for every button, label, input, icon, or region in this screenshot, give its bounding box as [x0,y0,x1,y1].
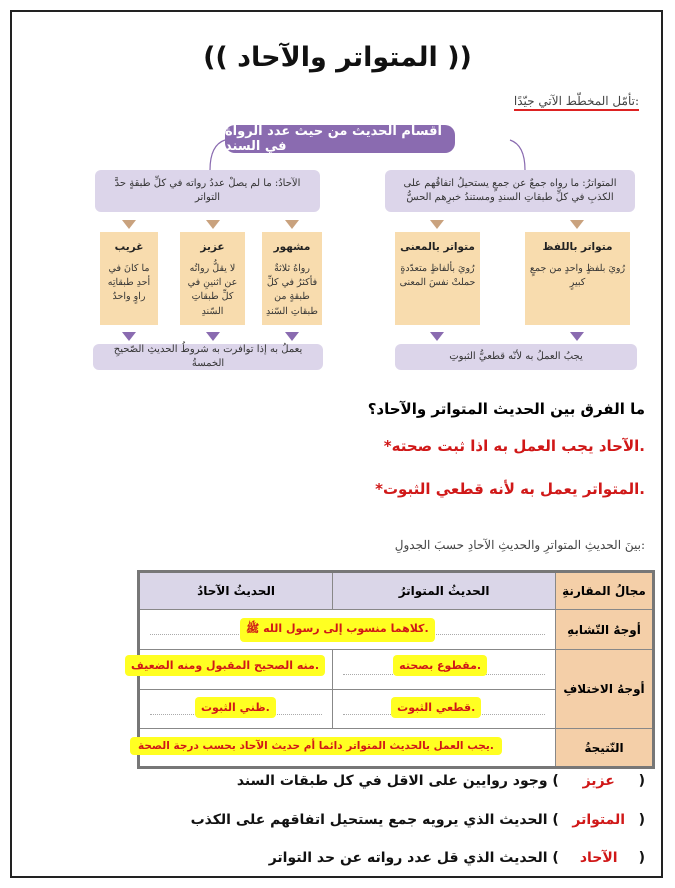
type-gharib: غريب ما كانَ في أحدِ طبقاتِه راوٍ واحدٌ [100,232,158,325]
diff-ahad-1-cell[interactable] [131,650,333,690]
matching-item-3: ( الآحاد ) الحديث الذي قل عدد رواته عن حد التواتر [268,850,645,866]
answer-2: *المتواتر يعمل به لأنه قطعي الثبوت. [375,480,645,498]
matching-answer[interactable]: عزيز [582,773,615,789]
matching-item-2: ( المتواتر ) الحديث الذي يرويه جمع يستحيل اتفاقهم على الكذب [190,812,645,828]
diff-mutawatir-1-cell[interactable] [333,650,556,690]
similarity-cell[interactable] [139,610,556,650]
diff-mutawatir-2-cell[interactable] [333,690,556,729]
diff-ahad-2: ظني الثبوت. [195,697,276,718]
mutawatir-result: يجبُ العملُ به لأنّه قطعيُّ الثبوتِ [395,344,637,370]
table-instruction: بينَ الحديثِ المتواترِ والحديثِ الآحادِ حسبَ الجدولِ: [394,538,645,552]
similarity-answer: كلاهما منسوب إلى رسول الله ﷺ. [240,618,435,642]
diagram-header: اقسام الحديث من حيث عدد الرواة في السند [225,125,455,153]
result-cell[interactable] [139,729,556,768]
type-aziz: عزيز لا يقلُّ رواتُه عن اثنينِ في كلِّ طبقاتِ السّندِ [180,232,245,325]
header-ahad: الحديثُ الآحادُ [139,572,333,610]
type-mutawatir-meaning: متواتر بالمعنى رُويَ بألفاظٍ متعدّدةٍ حملتْ نفسَ المعنى [395,232,480,325]
matching-answer[interactable]: المتواتر [572,812,626,828]
similarity-label: أوجهُ التّشابهِ [556,610,654,650]
diff-mutawatir-1: مقطوع بصحته. [393,655,487,676]
page-title: (( المتواتر والآحاد )) [203,42,472,73]
ahad-result: يعملُ به إذا توافرت به شروطُ الحديثِ الصّحيحِ الخمسةُ [93,344,323,370]
question: ما الفرق بين الحديث المتواتر والآحاد؟ [367,400,645,418]
result-answer: يجب العمل بالحديث المتواتر دائما أم حديث الآحاد بحسب درجة الصحة. [130,737,502,755]
type-mutawatir-wording: متواتر باللفظ رُويَ بلفظٍ واحدٍ من جمعٍ كبيرٍ [525,232,630,325]
result-label: النّتيجةُ [556,729,654,768]
diff-ahad-1: منه الصحيح المقبول ومنه الضعيف. [125,655,325,676]
matching-answer[interactable]: الآحاد [579,850,618,866]
mutawatir-definition: المتواترُ: ما رواه جمعٌ عن جمعٍ يستحيلُ اتفاقُهم على الكذبِ في كلِّ طبقاتِ السندِ ومستندُ خبرِهم الحسُّ [385,170,635,212]
diff-ahad-2-cell[interactable] [139,690,333,729]
diagram-instruction: تأمّل المخطّط الآتي جيّدًا: [514,94,639,111]
comparison-table [131,570,655,769]
ahad-definition: الآحادُ: ما لم يصلْ عددُ رواته في كلِّ طبقةٍ حدَّ التواتر [95,170,320,212]
diff-mutawatir-2: قطعي الثبوت. [391,697,481,718]
header-comparison-field: مجالُ المقارنةِ [556,572,654,610]
connector-arrows [190,130,550,175]
matching-item-1: ( عزيز ) وجود روايين على الاقل في كل طبقات السند [236,773,645,789]
difference-label: أوجهُ الاختلافِ [556,650,654,729]
type-mashhur: مشهور رواهُ ثلاثةٌ فأكثرُ في كلِّ طبقةٍ من طبقاتِ السّندِ [262,232,322,325]
answer-1: *الآحاد يجب العمل به اذا ثبت صحته. [383,437,645,455]
header-mutawatir: الحديثُ المتواترُ [333,572,556,610]
